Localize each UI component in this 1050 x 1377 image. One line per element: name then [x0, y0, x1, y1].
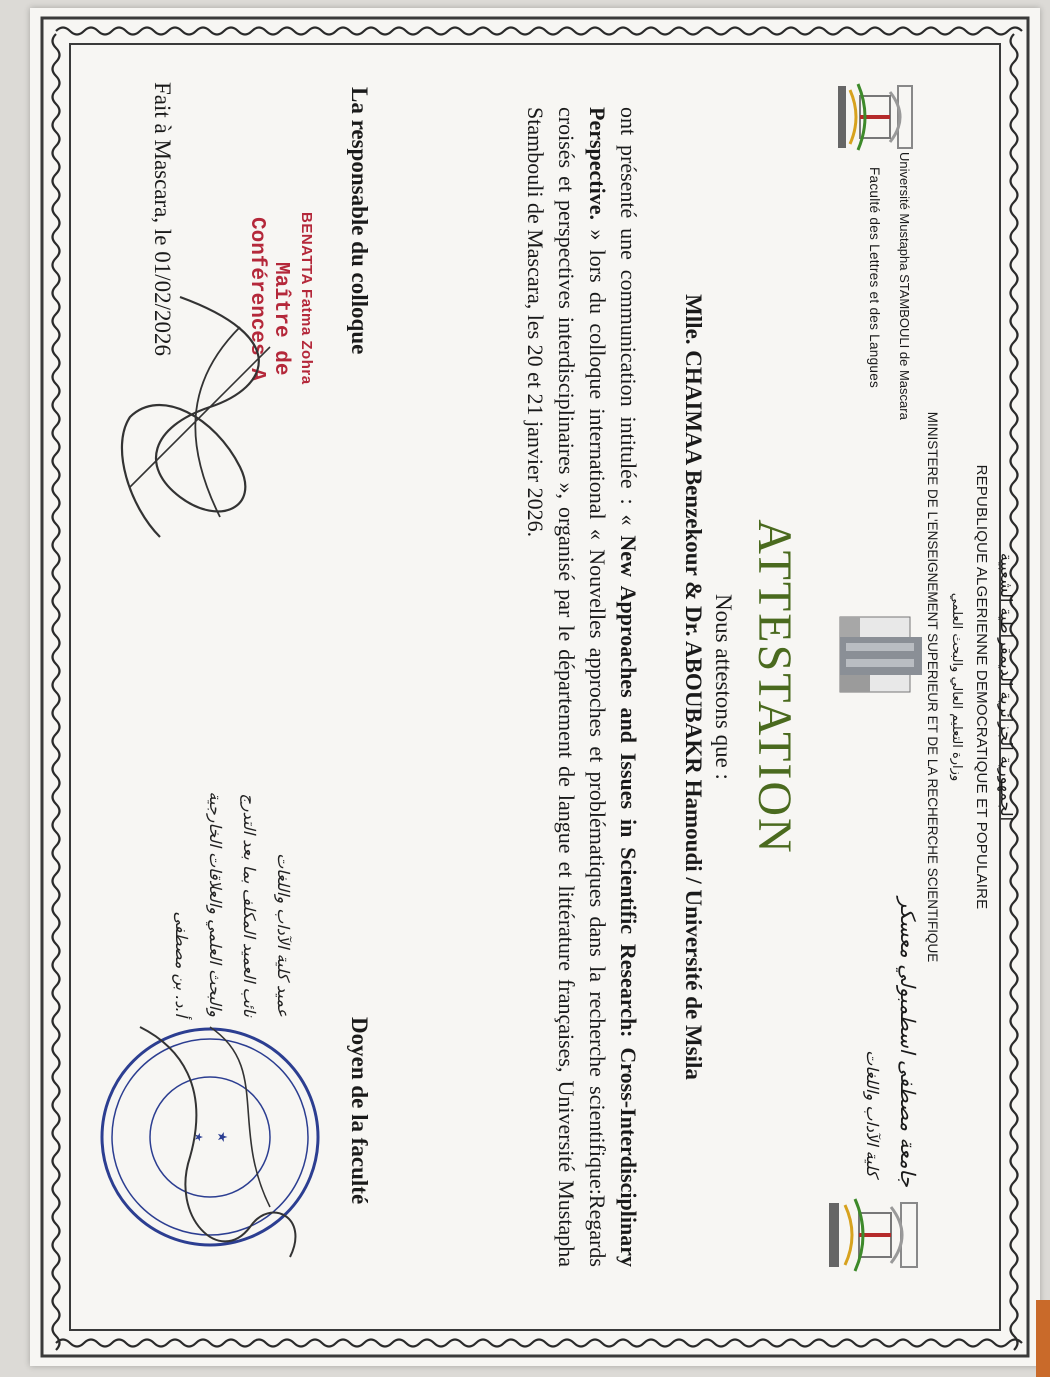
- ministry-french: MINISTERE DE L'ENSEIGNEMENT SUPERIEUR ET DE LA RECHERCHE SCIENTIFIQUE: [925, 411, 940, 963]
- university-arabic: جامعة مصطفى اسطمبولي معسكر: [896, 897, 920, 1187]
- stamp-name: BENATTA Fatma Zohra: [298, 212, 315, 385]
- responsible-label: La responsable du colloque: [347, 87, 372, 355]
- dean-label: Doyen de la faculté: [347, 1017, 372, 1205]
- university-logo-icon: [830, 607, 930, 702]
- body-prefix: ont présenté une communication intitulée : «: [616, 107, 641, 536]
- place-and-date: Fait à Mascara, le 01/02/2026: [150, 82, 175, 357]
- faculty-logo-icon: [815, 1187, 925, 1282]
- svg-text:★: ★: [192, 1132, 205, 1142]
- university-french: Université Mustapha STAMBOULI de Mascara: [897, 152, 912, 420]
- republic-french: REPUBLIQUE ALGERIENNE DEMOCRATIQUE ET POPULAIRE: [973, 464, 990, 910]
- paper-title: New Approaches and Issues in Scientific Research: Cross-Interdisciplinary Perspective.: [585, 107, 641, 1267]
- stamp-title-2: Conférences A: [245, 217, 268, 381]
- faculty-logo-icon: [830, 72, 920, 162]
- ministry-arabic: وزارة التعليم العالي والبحث العلمي: [949, 592, 964, 782]
- certificate-title: ATTESTATION: [748, 519, 801, 855]
- rotated-certificate-content: [40, 17, 1030, 1357]
- dean-signature-icon: [70, 967, 330, 1297]
- svg-text:★: ★: [214, 1131, 229, 1143]
- responsible-signature-icon: [100, 267, 330, 567]
- stamp-title-1: Maître de: [269, 262, 292, 376]
- faculty-arabic: كلية الآداب واللغات: [863, 1050, 882, 1177]
- republic-arabic: الجمهورية الجزائرية الديمقراطية الشعبية: [997, 552, 1016, 822]
- dean-arabic-stamp: عميد كلية الآداب واللغات نائب العميد المكلف بما بعد التدرج والبحث العلمي والعلاقات الخارجية أ.د. بن مصطفى: [172, 791, 293, 1017]
- body-suffix: » lors du colloque international « Nouvelles approches et problématiques dans la recherche scientifique:Regards croisés et perspectives interdisciplinaires », organisé par le département de langue et littérature françaises, Université Mustapha Stambouli de Mascara, les 20 et 21 janvier 2026.: [523, 107, 610, 1267]
- page-edge-strip: [1036, 1300, 1050, 1377]
- attestation-intro: Nous attestons que :: [711, 594, 736, 780]
- recipient-names: Mlle. CHAIMAA Benzekour & Dr. ABOUBAKR Hamoudi / Université de Msila: [681, 294, 706, 1080]
- faculty-french: Faculté des Lettres et des Langues: [867, 167, 882, 389]
- certificate-body: [520, 107, 644, 1267]
